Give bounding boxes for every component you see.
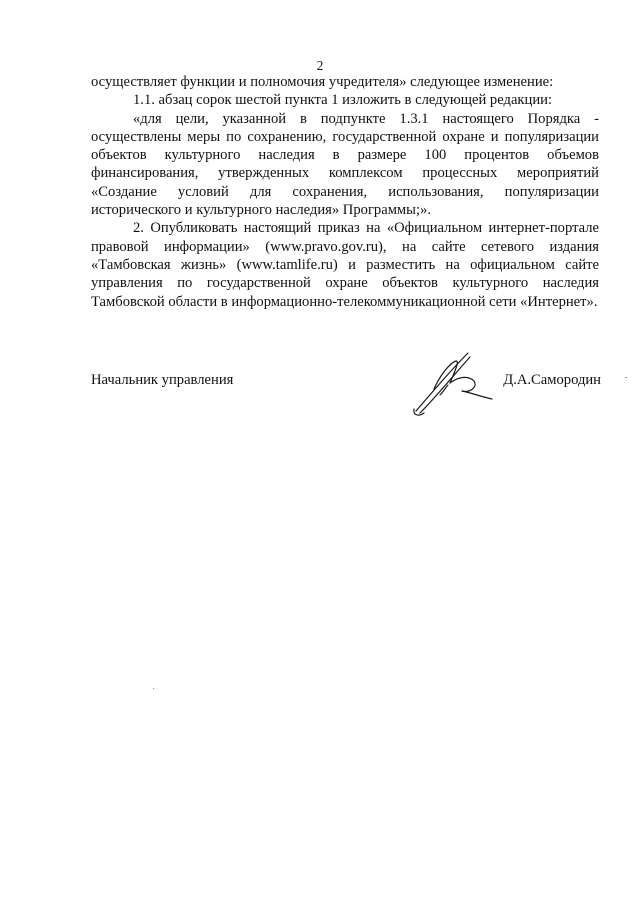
- paragraph-item-2: 2. Опубликовать настоящий приказ на «Официальном интернет-портале правовой информации» (www.pravo.gov.ru), на сайте сетевого издания «Тамбовская жизнь» (www.tamlife.ru) и разместить на официальном сайте управления по государственной охране объектов культурного наследия Тамбовской области в информационно-телекоммуникационной сети «Интернет».: [91, 220, 599, 310]
- paragraph-intro: осуществляет функции и полномочия учредителя» следующее изменение:: [91, 74, 554, 90]
- scan-speck: [625, 377, 627, 378]
- paragraph-item-1-1: 1.1. абзац сорок шестой пункта 1 изложить в следующей редакции:: [133, 92, 552, 109]
- signatory-name: Д.А.Самородин: [503, 372, 601, 388]
- paragraph-quoted-text: «для цели, указанной в подпункте 1.3.1 настоящего Порядка - осуществлены меры по сохранению, государственной охране и популяризации объектов культурного наследия в размере 100 процентов объемов финансирования, утвержденных комплексом процессных мероприятий «Создание условий для сохранения, использования, популяризации исторического и культурного наследия» Программы;».: [91, 110, 599, 219]
- document-body: [91, 73, 599, 311]
- page-number: 2: [316, 58, 324, 73]
- scan-speck: [153, 688, 154, 689]
- handwritten-signature-icon: [410, 347, 510, 419]
- signatory-position: Начальник управления: [91, 372, 234, 388]
